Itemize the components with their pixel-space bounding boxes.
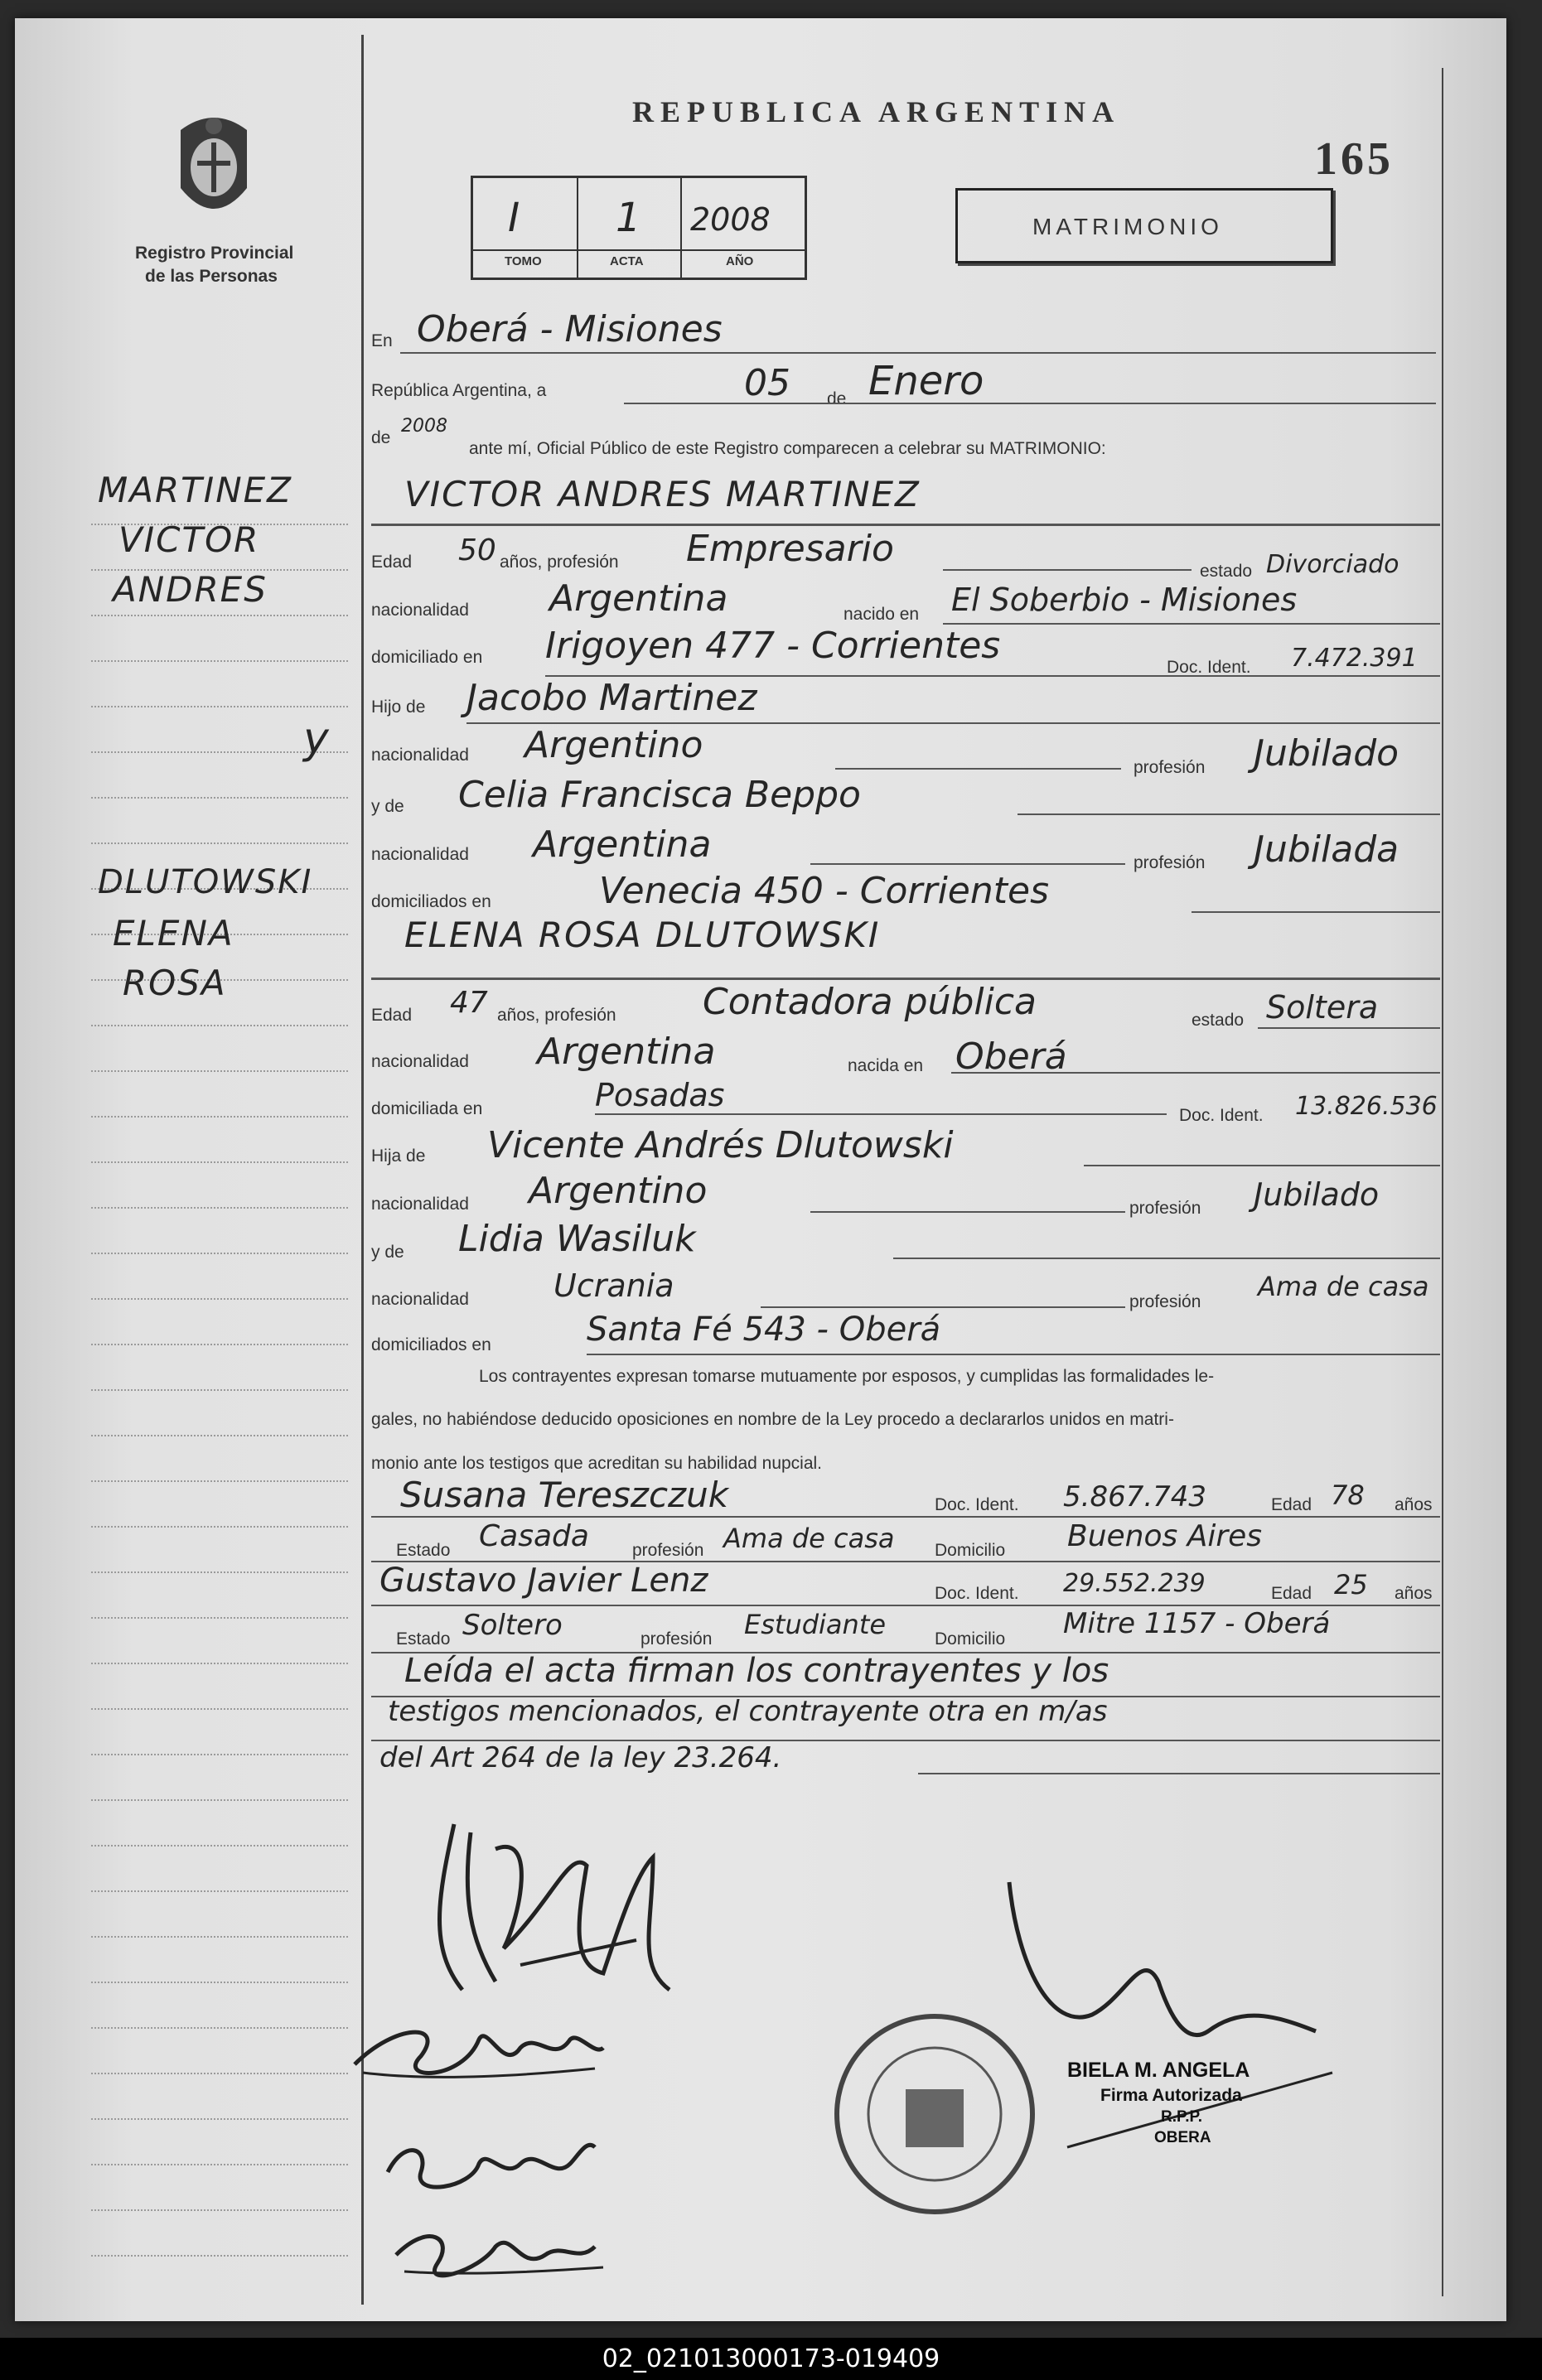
bride-nationality: Argentina — [537, 1031, 716, 1073]
republica-label: República Argentina, a — [371, 381, 547, 400]
margin-groom-name2: ANDRES — [113, 569, 268, 610]
acta-value: 1 — [616, 195, 641, 241]
year-value: 2008 — [401, 416, 447, 437]
groom-hijo-label: Hijo de — [371, 698, 426, 717]
bride-estado-label: estado — [1192, 1011, 1245, 1030]
witness1-age: 78 — [1331, 1480, 1365, 1511]
groom-parents-address: Venecia 450 - Corrientes — [599, 870, 1049, 912]
groom-mother-nac-label: nacionalidad — [371, 845, 469, 864]
groom-father-profession: Jubilado — [1254, 732, 1399, 775]
tomo-label: TOMO — [505, 254, 542, 268]
officer-text: ante mí, Oficial Público de este Registro comparecen a celebrar su MATRIMONIO: — [469, 439, 1106, 458]
bride-mother: Lidia Wasiluk — [458, 1218, 696, 1260]
record-type-label: MATRIMONIO — [1032, 214, 1223, 239]
groom-father: Jacobo Martinez — [466, 677, 757, 719]
bride-hija-label: Hija de — [371, 1147, 426, 1166]
witness2-civil-status: Soltero — [462, 1609, 563, 1642]
statement-line3: monio ante los testigos que acreditan su habilidad nupcial. — [371, 1454, 823, 1473]
de-label: de — [827, 389, 847, 408]
witness1-name: Susana Tereszczuk — [400, 1475, 729, 1515]
page-number: 165 — [1314, 133, 1394, 185]
groom-father-nationality: Argentino — [524, 724, 703, 766]
groom-doc-label: Doc. Ident. — [1167, 658, 1251, 677]
margin-groom-name1: VICTOR — [118, 519, 260, 560]
groom-dom-label: domiciliado en — [371, 648, 483, 667]
officer-role: Firma Autorizada — [1100, 2086, 1242, 2105]
bride-parents-address: Santa Fé 543 - Oberá — [587, 1311, 941, 1349]
groom-civil-status: Divorciado — [1266, 550, 1399, 579]
witness2-edad-label: Edad — [1271, 1584, 1312, 1603]
bride-father: Vicente Andrés Dlutowski — [487, 1124, 954, 1166]
day-value: 05 — [744, 362, 790, 404]
groom-birthplace: El Soberbio - Misiones — [951, 582, 1298, 618]
bride-father-nac-label: nacionalidad — [371, 1195, 469, 1214]
groom-edad-label: Edad — [371, 553, 413, 572]
bride-doc: 13.826.536 — [1295, 1092, 1438, 1121]
officer-office: R.P.P. — [1161, 2108, 1203, 2126]
margin-bride-surname: DLUTOWSKI — [98, 863, 313, 901]
groom-nac-label: nacionalidad — [371, 601, 469, 620]
groom-doc: 7.472.391 — [1291, 644, 1418, 673]
statement-line1: Los contrayentes expresan tomarse mutuamente por esposos, y cumplidas las formalidades le- — [479, 1367, 1215, 1386]
bride-anios-prof-label: años, profesión — [497, 1006, 616, 1025]
margin-line — [361, 35, 364, 2305]
margin-bride-name2: ROSA — [123, 963, 227, 1003]
groom-full-name: VICTOR ANDRES MARTINEZ — [404, 474, 921, 514]
groom-yde-label: y de — [371, 797, 404, 816]
coat-of-arms-icon — [164, 105, 263, 229]
witness1-signature — [371, 2114, 636, 2205]
anio-label: AÑO — [726, 254, 754, 268]
bride-nacida-label: nacida en — [848, 1056, 924, 1075]
witness1-doc: 5.867.743 — [1063, 1480, 1207, 1513]
bride-edad-label: Edad — [371, 1006, 413, 1025]
witness2-doc-label: Doc. Ident. — [935, 1584, 1019, 1603]
witness1-anios-label: años — [1395, 1495, 1433, 1514]
witness2-signature — [379, 2205, 628, 2296]
witness1-estado-label: Estado — [396, 1541, 451, 1560]
bride-father-nationality: Argentino — [529, 1170, 708, 1212]
witness1-dom-label: Domicilio — [935, 1541, 1006, 1560]
registry-name-line1: Registro Provincial — [135, 244, 294, 263]
bride-mother-nac-label: nacionalidad — [371, 1290, 469, 1309]
witness2-doc: 29.552.239 — [1063, 1569, 1206, 1598]
tomo-value: I — [508, 195, 520, 241]
witness1-profession: Ama de casa — [723, 1523, 895, 1554]
groom-mother-nationality: Argentina — [533, 823, 712, 866]
witness2-profession: Estudiante — [744, 1609, 887, 1640]
bride-mother-prof-label: profesión — [1129, 1292, 1201, 1311]
witness2-age: 25 — [1334, 1569, 1368, 1600]
closing-line2: testigos mencionados, el contrayente otra en m/as — [388, 1695, 1108, 1728]
witness2-prof-label: profesión — [640, 1629, 713, 1649]
bride-yde-label: y de — [371, 1243, 404, 1262]
bride-age: 47 — [450, 986, 488, 1020]
record-number-box — [471, 176, 807, 280]
registry-name-line2: de las Personas — [145, 267, 278, 286]
closing-line3: del Art 264 de la ley 23.264. — [379, 1741, 782, 1774]
witness2-address: Mitre 1157 - Oberá — [1063, 1607, 1331, 1640]
right-border-line — [1442, 68, 1443, 2296]
groom-father-nac-label: nacionalidad — [371, 746, 469, 765]
witness1-address: Buenos Aires — [1067, 1519, 1263, 1553]
bride-signature — [346, 1990, 611, 2098]
bride-mother-profession: Ama de casa — [1258, 1271, 1429, 1302]
groom-mother-profession: Jubilada — [1254, 828, 1399, 871]
statement-line2: gales, no habiéndose deducido oposiciones en nombre de la Ley procedo a declararlos unidos en matri- — [371, 1410, 1174, 1429]
groom-parents-dom-label: domiciliados en — [371, 892, 491, 911]
bride-nac-label: nacionalidad — [371, 1052, 469, 1071]
witness1-doc-label: Doc. Ident. — [935, 1495, 1019, 1514]
groom-mother: Celia Francisca Beppo — [458, 774, 861, 816]
bride-address: Posadas — [595, 1077, 725, 1113]
witness1-civil-status: Casada — [479, 1519, 589, 1553]
year-prefix: de — [371, 428, 391, 447]
bride-mother-nationality: Ucrania — [553, 1267, 674, 1304]
acta-label: ACTA — [610, 254, 644, 268]
anio-value: 2008 — [690, 201, 771, 238]
groom-signature — [404, 1799, 703, 2006]
groom-nacido-label: nacido en — [844, 605, 920, 624]
bride-parents-dom-label: domiciliados en — [371, 1335, 491, 1354]
month-value: Enero — [868, 358, 984, 404]
bride-doc-label: Doc. Ident. — [1179, 1106, 1264, 1125]
en-label: En — [371, 331, 393, 350]
closing-line1: Leída el acta firman los contrayentes y los — [404, 1652, 1109, 1690]
groom-mother-prof-label: profesión — [1134, 853, 1206, 872]
country-title: REPUBLICA ARGENTINA — [632, 95, 1121, 128]
bride-civil-status: Soltera — [1266, 989, 1379, 1026]
witness2-name: Gustavo Javier Lenz — [379, 1562, 708, 1600]
groom-anios-prof-label: años, profesión — [500, 553, 619, 572]
groom-age: 50 — [458, 533, 496, 567]
witness1-edad-label: Edad — [1271, 1495, 1312, 1514]
margin-groom-surname: MARTINEZ — [98, 470, 292, 510]
bride-father-prof-label: profesión — [1129, 1199, 1201, 1218]
groom-profession: Empresario — [686, 528, 894, 570]
groom-address: Irigoyen 477 - Corrientes — [545, 625, 1001, 667]
witness2-estado-label: Estado — [396, 1629, 451, 1649]
record-type-box — [955, 188, 1333, 263]
bride-dom-label: domiciliada en — [371, 1099, 483, 1118]
place-value: Oberá - Misiones — [417, 308, 723, 350]
witness2-dom-label: Domicilio — [935, 1629, 1006, 1649]
document-code: 02_021013000173-019409 — [0, 2338, 1542, 2380]
officer-city: OBERA — [1154, 2129, 1211, 2146]
groom-nationality: Argentina — [549, 577, 728, 620]
bride-full-name: ELENA ROSA DLUTOWSKI — [404, 915, 881, 955]
witness1-prof-label: profesión — [632, 1541, 704, 1560]
bride-father-profession: Jubilado — [1254, 1176, 1380, 1213]
groom-estado-label: estado — [1200, 562, 1253, 581]
margin-connector: y — [303, 714, 329, 764]
groom-father-prof-label: profesión — [1134, 758, 1206, 777]
witness2-anios-label: años — [1395, 1584, 1433, 1603]
register-page — [15, 18, 1506, 2321]
bride-profession: Contadora pública — [703, 981, 1037, 1023]
bride-birthplace: Oberá — [955, 1036, 1067, 1078]
officer-name: BIELA M. ANGELA — [1067, 2059, 1250, 2082]
margin-bride-name1: ELENA — [113, 913, 234, 953]
